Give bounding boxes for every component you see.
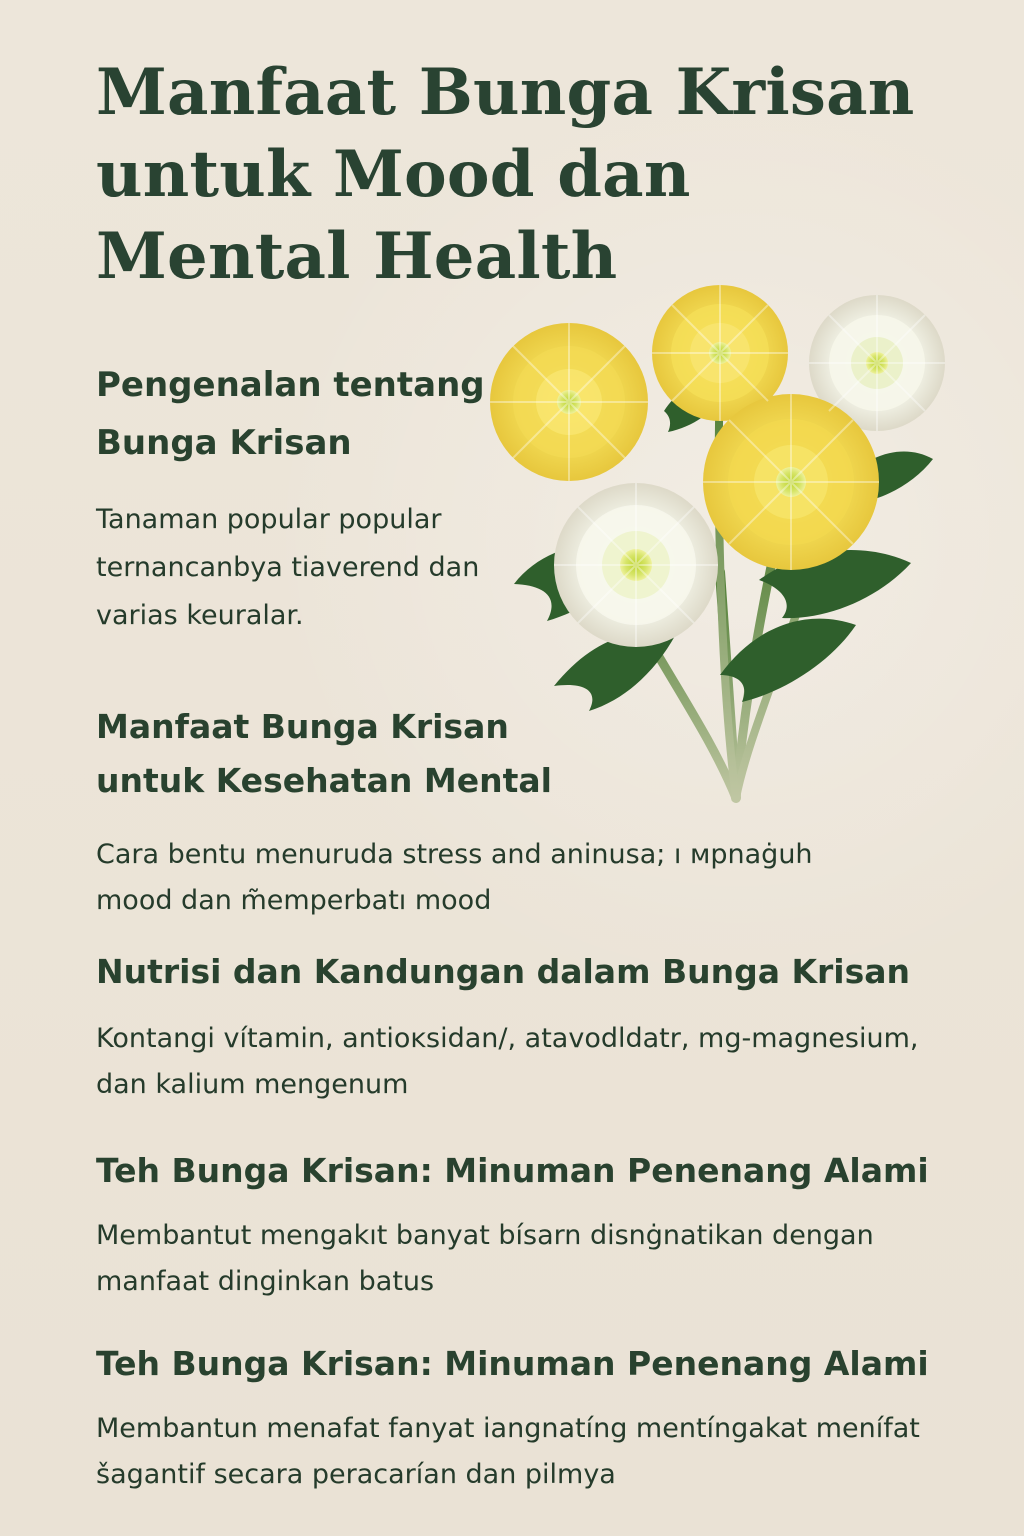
page-title: Manfaat Bunga Krisan untuk Mood dan Mental Health: [96, 55, 915, 294]
section-introduction: [96, 356, 486, 640]
section-body: Membantun menafat fanyat iangnatíng mentíngakat menífat šagantif secara peracarían dan pilmya: [96, 1413, 920, 1490]
section-heading: Manfaat Bunga Krisan untuk Kesehatan Mental: [96, 707, 552, 800]
section-heading: Pengenalan tentang Bunga Krisan: [96, 365, 485, 463]
section-nutrition: [96, 946, 956, 1108]
chrysanthemum-bouquet-icon: [474, 262, 968, 810]
section-body: Tanaman popular popular ternancanbya tiaverend dan varias keuralar.: [96, 504, 480, 631]
section-body: Membantut mengakıt banyat bísarn disnġnatikan dengan manfaat dinginkan batus: [96, 1220, 874, 1297]
section-heading: Nutrisi dan Kandungan dalam Bunga Krisan: [96, 952, 911, 991]
section-tea-1: [96, 1145, 966, 1305]
section-tea-2: [96, 1338, 966, 1498]
leaf-shape: [720, 619, 856, 702]
section-body: Kontangi vítamin, antioĸsidan/, atavodldatr, mg-magnesium, dan kalium mengenum: [96, 1023, 919, 1100]
section-body: Cara bentu menuruda stress and aninusa; ı мpnaġuh mood dan m̃emperbatı mood: [96, 839, 813, 916]
section-heading: Teh Bunga Krisan: Minuman Penenang Alami: [96, 1151, 929, 1190]
section-heading: Teh Bunga Krisan: Minuman Penenang Alami: [96, 1344, 929, 1383]
